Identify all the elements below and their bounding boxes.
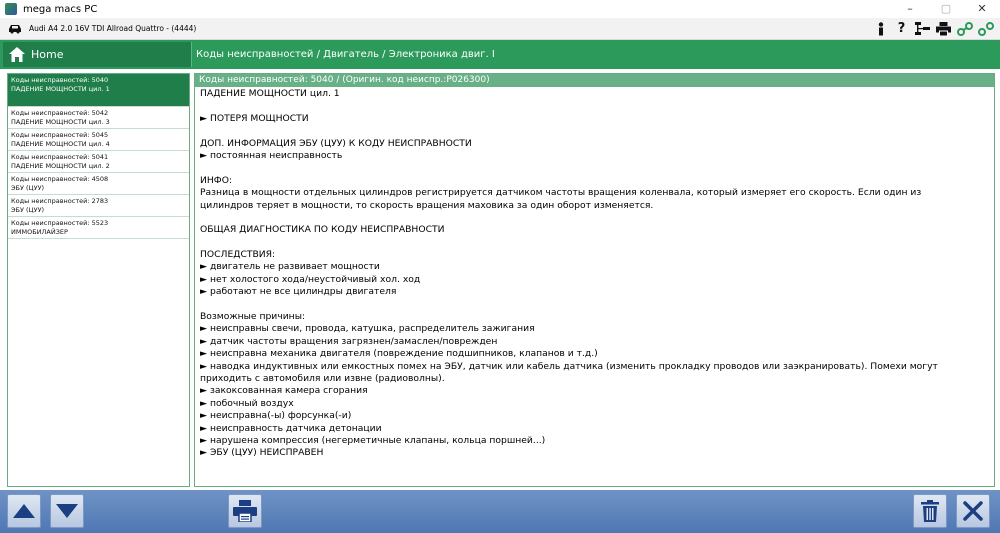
app-logo-icon <box>5 3 17 15</box>
fault-item-2783[interactable] <box>8 195 189 217</box>
connect-icon[interactable] <box>954 18 975 39</box>
help-icon[interactable]: ? <box>897 21 906 36</box>
detail-line: ► нарушена компрессия (негерметичные клапаны, кольца поршней...) <box>200 434 546 446</box>
detail-line: ► датчик частоты вращения загрязнен/замаслен/поврежден <box>200 335 498 347</box>
network-icon[interactable] <box>912 18 933 39</box>
disconnect-icon[interactable] <box>975 18 996 39</box>
fault-description: ИММОБИЛАЙЗЕР <box>11 228 68 236</box>
printer-icon <box>233 500 257 522</box>
fault-item-5045[interactable] <box>8 129 189 151</box>
detail-line: ► двигатель не развивает мощности <box>200 261 380 273</box>
bottom-toolbar <box>0 490 1000 533</box>
fault-item-5040[interactable] <box>8 74 189 107</box>
home-button[interactable] <box>3 42 192 67</box>
vehicle-label: Audi A4 2.0 16V TDI Allroad Quattro - (4444) <box>29 24 197 33</box>
maximize-button[interactable]: ▢ <box>940 2 952 15</box>
window-controls <box>892 0 1000 18</box>
detail-line: Разница в мощности отдельных цилиндров регистрируется датчиком частоты вращения коленвала, который измеряет его скорость. Если один из <box>200 187 922 199</box>
detail-line <box>200 100 989 112</box>
fault-item-5523[interactable] <box>8 217 189 239</box>
fault-code: Коды неисправностей: 4508 <box>11 175 109 183</box>
detail-line: ПАДЕНИЕ МОЩНОСТИ цил. 1 <box>200 88 340 99</box>
fault-description: ПАДЕНИЕ МОЩНОСТИ цил. 4 <box>11 140 110 148</box>
fault-detail-panel[interactable] <box>194 73 995 487</box>
detail-line: ДОП. ИНФОРМАЦИЯ ЭБУ (ЦУУ) К КОДУ НЕИСПРАВНОСТИ <box>200 137 472 149</box>
detail-line: ► побочный воздух <box>200 397 294 409</box>
close-window-button[interactable]: ✕ <box>977 2 987 15</box>
detail-line: ► неисправны свечи, провода, катушка, распределитель зажигания <box>200 323 535 335</box>
fault-code: Коды неисправностей: 2783 <box>11 197 109 205</box>
minimize-button[interactable]: – <box>907 2 913 15</box>
fault-code: Коды неисправностей: 5042 <box>11 109 109 117</box>
close-icon <box>963 501 983 521</box>
detail-line <box>200 299 989 311</box>
fault-item-5042[interactable] <box>8 107 189 129</box>
fault-description: ПАДЕНИЕ МОЩНОСТИ цил. 1 <box>11 85 110 93</box>
detail-line: ► закоксованная камера сгорания <box>200 385 368 397</box>
detail-line: Возможные причины: <box>200 311 306 323</box>
nav-bar <box>0 40 1000 69</box>
trash-icon <box>921 500 939 522</box>
detail-line: ► постоянная неисправность <box>200 149 343 161</box>
home-label: Home <box>31 48 64 61</box>
detail-line: ► неисправность датчика детонации <box>200 422 382 434</box>
home-icon <box>9 47 25 62</box>
detail-line: ► работают не все цилиндры двигателя <box>200 286 397 298</box>
arrow-down-icon <box>56 504 78 518</box>
fault-item-5041[interactable] <box>8 151 189 173</box>
person-icon[interactable] <box>870 18 891 39</box>
detail-line <box>200 237 989 249</box>
fault-description: ПАДЕНИЕ МОЩНОСТИ цил. 3 <box>11 118 110 126</box>
window-title: mega macs PC <box>23 3 98 15</box>
delete-button[interactable] <box>913 494 947 528</box>
close-button[interactable] <box>956 494 990 528</box>
car-icon <box>7 23 23 35</box>
detail-line <box>200 162 989 174</box>
vehicle-bar <box>0 18 1000 40</box>
detail-line <box>200 212 989 224</box>
detail-line: ОБЩАЯ ДИАГНОСТИКА ПО КОДУ НЕИСПРАВНОСТИ <box>200 224 445 236</box>
detail-line: ► ЭБУ (ЦУУ) НЕИСПРАВЕН <box>200 447 324 459</box>
detail-line <box>200 125 989 137</box>
detail-line: ИНФО: <box>200 174 233 186</box>
fault-code: Коды неисправностей: 5040 <box>11 76 109 84</box>
detail-line: цилиндров теряет в мощности, то скорость вращения маховика за один оборот изменяется. <box>200 199 654 211</box>
detail-line: ► нет холостого хода/неустойчивый хол. ход <box>200 273 421 285</box>
detail-line: ► неисправна механика двигателя (повреждение подшипников, клапанов и т.д.) <box>200 348 598 360</box>
fault-list <box>7 73 190 487</box>
fault-code: Коды неисправностей: 5041 <box>11 153 109 161</box>
detail-line: ► неисправна(-ы) форсунка(-и) <box>200 410 352 422</box>
fault-code: Коды неисправностей: 5523 <box>11 219 109 227</box>
detail-body <box>195 87 994 460</box>
fault-item-4508[interactable] <box>8 173 189 195</box>
fault-description: ЭБУ (ЦУУ) <box>11 184 45 192</box>
fault-description: ЭБУ (ЦУУ) <box>11 206 45 214</box>
breadcrumb: Коды неисправностей / Двигатель / Электроника двиг. I <box>196 49 495 60</box>
print-button[interactable] <box>228 494 262 528</box>
toolbar <box>870 18 996 39</box>
window-titlebar <box>0 0 1000 18</box>
scroll-down-button[interactable] <box>50 494 84 528</box>
fault-description: ПАДЕНИЕ МОЩНОСТИ цил. 2 <box>11 162 110 170</box>
fault-code: Коды неисправностей: 5045 <box>11 131 109 139</box>
printer-icon[interactable] <box>933 18 954 39</box>
detail-header: Коды неисправностей: 5040 / (Оригин. код неиспр.:P026300) <box>195 74 994 87</box>
arrow-up-icon <box>13 504 35 518</box>
detail-line: ПОСЛЕДСТВИЯ: <box>200 249 276 261</box>
detail-line: ► ПОТЕРЯ МОЩНОСТИ <box>200 112 309 124</box>
scroll-up-button[interactable] <box>7 494 41 528</box>
detail-line: приходить с автомобиля или извне (радиоволны). <box>200 372 445 384</box>
detail-line: ► наводка индуктивных или емкостных помех на ЭБУ, датчик или кабель датчика (изменить прокладку проводов или заэкранировать). Помехи могут <box>200 360 938 372</box>
